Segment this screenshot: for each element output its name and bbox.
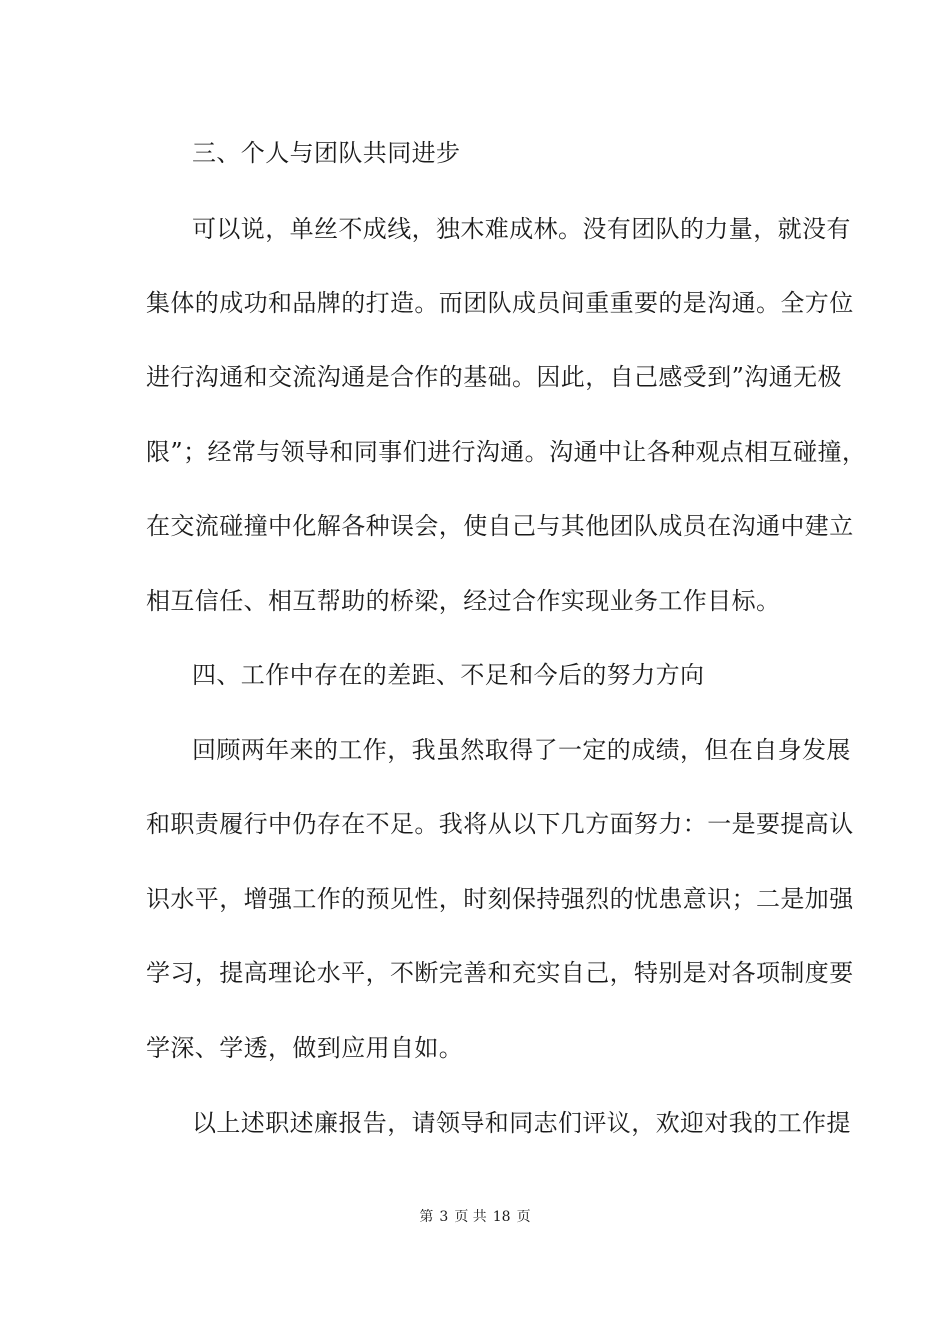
paragraph-line: 以上述职述廉报告，请领导和同志们评议，欢迎对我的工作提 — [192, 1109, 851, 1137]
paragraph-line: 集体的成功和品牌的打造。而团队成员间重重要的是沟通。全方位 — [146, 289, 854, 317]
paragraph-line: 识水平，增强工作的预见性，时刻保持强烈的忧患意识；二是加强 — [146, 885, 854, 913]
paragraph-line: 和职责履行中仍存在不足。我将从以下几方面努力：一是要提高认 — [146, 810, 854, 838]
total-pages-number: 18 — [492, 1209, 511, 1225]
footer-suffix: 页 — [516, 1209, 531, 1225]
current-page-number: 3 — [439, 1209, 449, 1225]
paragraph-line: 学习，提高理论水平，不断完善和充实自己，特别是对各项制度要 — [146, 959, 854, 987]
footer-prefix: 第 — [419, 1209, 434, 1225]
paragraph-line: 学深、学透，做到应用自如。 — [146, 1034, 464, 1062]
section-heading-4: 四、工作中存在的差距、不足和今后的努力方向 — [192, 661, 705, 689]
paragraph-line: 可以说，单丝不成线，独木难成林。没有团队的力量，就没有 — [192, 215, 851, 243]
paragraph-line: 回顾两年来的工作，我虽然取得了一定的成绩，但在自身发展 — [192, 736, 851, 764]
paragraph-line: 进行沟通和交流沟通是合作的基础。因此，自己感受到”沟通无极 — [146, 363, 842, 391]
section-heading-3: 三、个人与团队共同进步 — [192, 139, 461, 167]
paragraph-line: 限”；经常与领导和同事们进行沟通。沟通中让各种观点相互碰撞， — [146, 438, 867, 466]
paragraph-line: 相互信任、相互帮助的桥梁，经过合作实现业务工作目标。 — [146, 587, 781, 615]
page-footer — [0, 1208, 950, 1226]
footer-mid: 页 共 — [454, 1209, 487, 1225]
paragraph-line: 在交流碰撞中化解各种误会，使自己与其他团队成员在沟通中建立 — [146, 512, 854, 540]
